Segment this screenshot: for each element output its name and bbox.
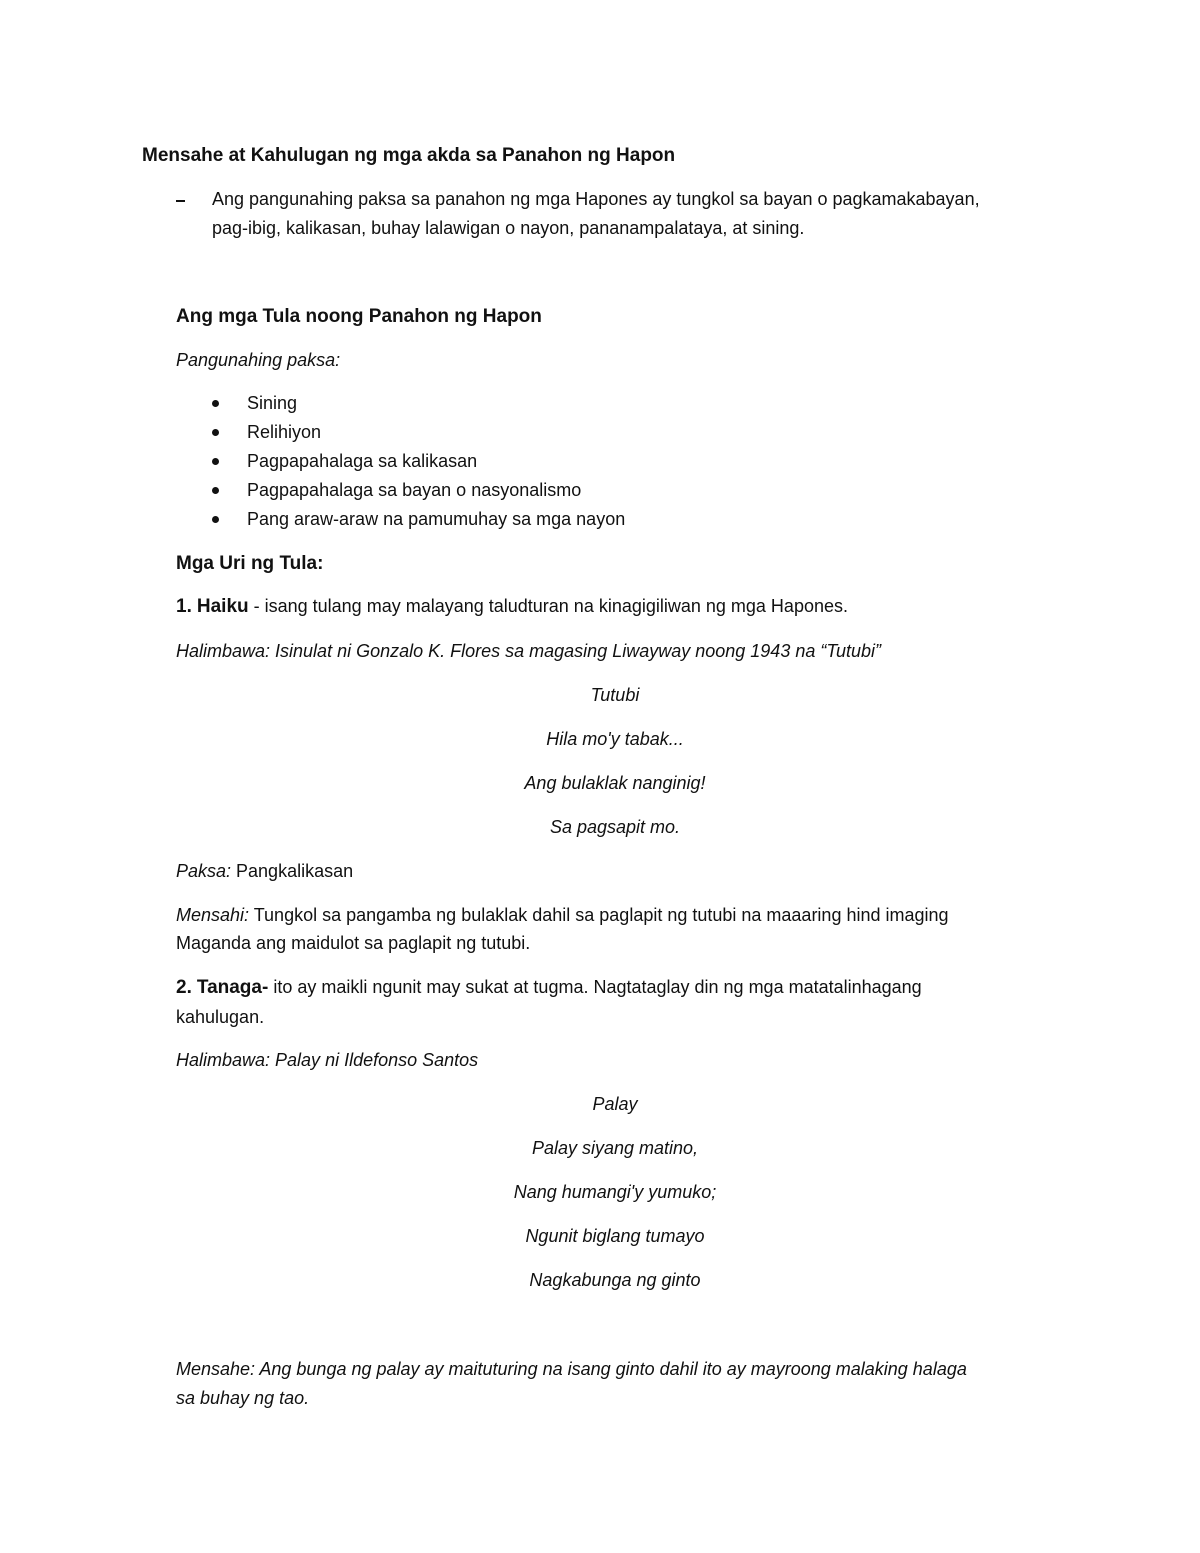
tanaga-definition-line-2: kahulugan.	[176, 1007, 265, 1027]
haiku-halimbawa: Halimbawa: Isinulat ni Gonzalo K. Flores sa magasing Liwayway noong 1943 na “Tutubi”	[176, 641, 882, 661]
list-item: Relihiyon	[247, 422, 322, 442]
haiku-mensahe	[176, 905, 949, 926]
tanaga-mensahe-line-1: Mensahe: Ang bunga ng palay ay maituturing na isang ginto dahil ito ay mayroong malaking halaga	[176, 1359, 967, 1379]
tanaga-poem-line: Nagkabunga ng ginto	[529, 1270, 701, 1290]
list-item: Pang araw-araw na pamumuhay sa mga nayon	[247, 509, 626, 529]
bullet-icon	[212, 400, 219, 407]
tanaga-poem-line: Nang humangi'y yumuko;	[513, 1182, 717, 1202]
haiku-mensahe-label: Mensahi:	[176, 905, 250, 925]
bullet-icon	[212, 487, 219, 494]
tanaga-poem-title: Palay	[592, 1094, 638, 1114]
haiku-poem-line: Ang bulaklak nanginig!	[524, 773, 706, 793]
haiku-poem-title: Tutubi	[590, 685, 640, 705]
pangunahing-paksa-label: Pangunahing paksa:	[176, 350, 341, 370]
haiku-poem-line: Hila mo'y tabak...	[546, 729, 684, 749]
haiku-paksa	[176, 861, 353, 882]
intro-line-1: Ang pangunahing paksa sa panahon ng mga Hapones ay tungkol sa bayan o pagkamakabayan,	[212, 189, 980, 209]
page-title: Mensahe at Kahulugan ng mga akda sa Panahon ng Hapon	[142, 145, 676, 166]
list-item: Pagpapahalaga sa bayan o nasyonalismo	[247, 480, 582, 500]
tanaga-poem-line: Ngunit biglang tumayo	[525, 1226, 705, 1246]
tanaga-mensahe-line-2: sa buhay ng tao.	[176, 1388, 310, 1408]
haiku-term: Haiku	[196, 596, 249, 617]
tanaga-poem-line: Palay siyang matino,	[531, 1138, 699, 1158]
list-item: Pagpapahalaga sa kalikasan	[247, 451, 478, 471]
haiku-paksa-value: Pangkalikasan	[231, 861, 354, 881]
section-heading-tula: Ang mga Tula noong Panahon ng Hapon	[176, 306, 542, 327]
tanaga-halimbawa: Halimbawa: Palay ni Ildefonso Santos	[176, 1050, 479, 1070]
haiku-paksa-label: Paksa:	[176, 861, 232, 881]
bullet-icon	[212, 429, 219, 436]
haiku-definition	[176, 596, 848, 618]
haiku-poem-line: Sa pagsapit mo.	[549, 817, 681, 837]
haiku-mensahe-line-2: Maganda ang maidulot sa paglapit ng tutubi.	[176, 933, 531, 953]
tanaga-definition	[176, 977, 922, 999]
tanaga-number: 2.	[176, 977, 192, 998]
bullet-icon	[212, 516, 219, 523]
section-heading-uri: Mga Uri ng Tula:	[176, 553, 324, 574]
tanaga-definition-text: ito ay maikli ngunit may sukat at tugma. Nagtataglay din ng mga matatalinhagang	[268, 977, 922, 997]
tanaga-term: Tanaga-	[196, 977, 269, 998]
haiku-mensahe-text: Tungkol sa pangamba ng bulaklak dahil sa paglapit ng tutubi na maaaring hind imaging	[249, 905, 949, 925]
intro-line-2: pag-ibig, kalikasan, buhay lalawigan o nayon, pananampalataya, at sining.	[212, 218, 805, 238]
haiku-number: 1.	[176, 596, 192, 617]
haiku-definition-text: - isang tulang may malayang taludturan na kinagigiliwan ng mga Hapones.	[248, 596, 848, 616]
dash-bullet-icon	[176, 200, 185, 202]
list-item: Sining	[247, 393, 298, 413]
bullet-icon	[212, 458, 219, 465]
